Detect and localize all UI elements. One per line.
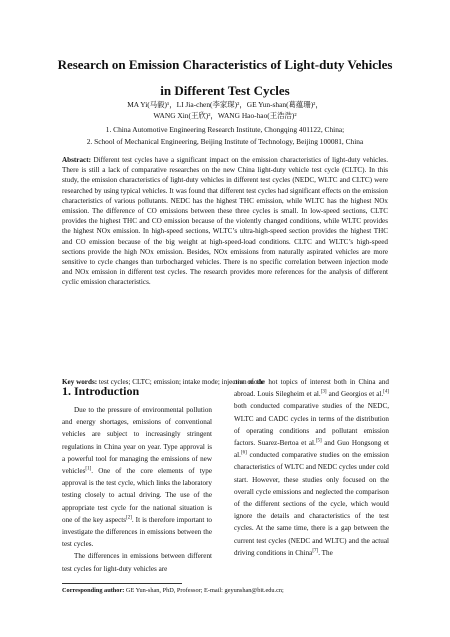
intro-text: conducted comparative studies on the emission characteristics of WLTC and NEDC cycles under cold start. However, these studies only focused on the overall cycle emissions and neglected the comparison of the different sections of the cycle, which would ignore the details and characteristics of the test cycles. At the same time, there is a gap between the current test cycles (NEDC and WLTC) and the actual driving conditions in China: [234, 451, 389, 557]
intro-text: . One of the core elements of type approval is the test cycle, which links the laboratory testing closely to actual driving. The use of the appropriate test cycle for the national situation is one of the key aspects: [62, 467, 212, 524]
citation-ref: [2]: [126, 515, 132, 521]
authors-line-1: MA Yi(马毅)¹，LI Jia-chen(李家琛)²，GE Yun-shan(葛蕴珊)²，: [127, 100, 323, 109]
paper-title-line-2: in Different Test Cycles: [160, 83, 290, 98]
footnote-text: GE Yun-shan, PhD, Professor; E-mail: geyunshan@bit.edu.cn;: [124, 587, 284, 594]
citation-ref: [5]: [315, 438, 322, 444]
citation-ref: [6]: [240, 450, 247, 456]
intro-paragraph-2: The differences in emissions between different test cycles for light-duty vehicles are: [62, 552, 212, 573]
paper-title-line-1: Research on Emission Characteristics of Light-duty Vehicles: [57, 57, 393, 72]
citation-ref: [1]: [85, 466, 92, 472]
footnote: [62, 587, 284, 595]
affiliation-2: 2. School of Mechanical Engineering, Beijing Institute of Technology, Beijing 100081, China: [86, 137, 364, 146]
intro-text: both conducted comparative studies of the NEDC, WLTC and CADC cycles in terms of the distribution of operating conditions and pollutant emission factors. Suarez-Bertoa et al.: [234, 402, 389, 448]
citation-ref: [7]: [312, 548, 319, 554]
affiliation-1: 1. China Automotive Engineering Research Institute, Chongqing 401122, China;: [105, 125, 345, 134]
right-column: [234, 376, 389, 559]
intro-paragraph-continued: [234, 376, 389, 559]
keywords-label: Key words:: [62, 378, 98, 386]
abstract: [62, 155, 388, 288]
intro-paragraph-1: [62, 404, 212, 550]
abstract-text: Different test cycles have a significant impact on the emission characteristics of light-duty vehicles. There is still a lack of comparative researches on the new China light-duty vehicle test cycle (CLTC). In this study, the emission characteristics of light-duty vehicles in different test cycles (NEDC, WLTC and CLTC) were researched by using typical vehicles. It was found that different test cycles had significant effects on the emission characteristics of various pollutants. NEDC has the highest THC emission, while WLTC has the highest NOx emission. The difference of CO emissions between these three cycles is small. In low-speed sections, CLTC provides the highest THC and CO emission because of the violently changed conditions, while WLTC provides the highest NOx emission. In high-speed sections, WLTC’s ultra-high-speed section provides the highest THC and CO emission because of the big weight at high-speed-load conditions. CLTC and WLTC’s high-speed sections provide the high NOx emission. Besides, NOx emissions from naturally aspirated vehicles are more sensitive to cycle changes than turbocharged vehicles. There is no specific correlation between injection mode and NOx emission in different test cycles. The research provides more references for the analysis of different cyclic emission characteristics.: [62, 156, 388, 287]
footnote-label: Corresponding author:: [62, 587, 125, 594]
intro-text: . The: [318, 548, 333, 557]
abstract-label: Abstract:: [62, 156, 91, 164]
citation-ref: [4]: [383, 389, 390, 395]
intro-text: and Georgios et al.: [326, 390, 384, 399]
left-column: [62, 404, 212, 575]
authors-line-2: WANG Xin(王欣)²，WANG Hao-hao(王浩浩)²: [153, 111, 297, 120]
footnote-divider: [62, 583, 182, 584]
intro-text: one of the hot topics of interest both in China and abroad. Louis Silegheim et al.: [234, 378, 389, 399]
intro-text: and Guo Hongsong et al.: [234, 439, 389, 460]
intro-text: Due to the pressure of environmental pollution and energy shortages, emissions of conventional vehicles are subject to increasingly stringent regulations in China year on year. Type approval is a powerful tool for managing the emissions of new vehicles: [62, 406, 212, 476]
section-heading-introduction: 1. Introduction: [62, 384, 140, 398]
intro-text: . It is therefore important to investigate the differences in emissions between the test cycles.: [62, 515, 213, 549]
citation-ref: [3]: [320, 389, 327, 395]
keywords-text: test cycles; CLTC; emission; intake mode; injection mode: [98, 378, 265, 386]
